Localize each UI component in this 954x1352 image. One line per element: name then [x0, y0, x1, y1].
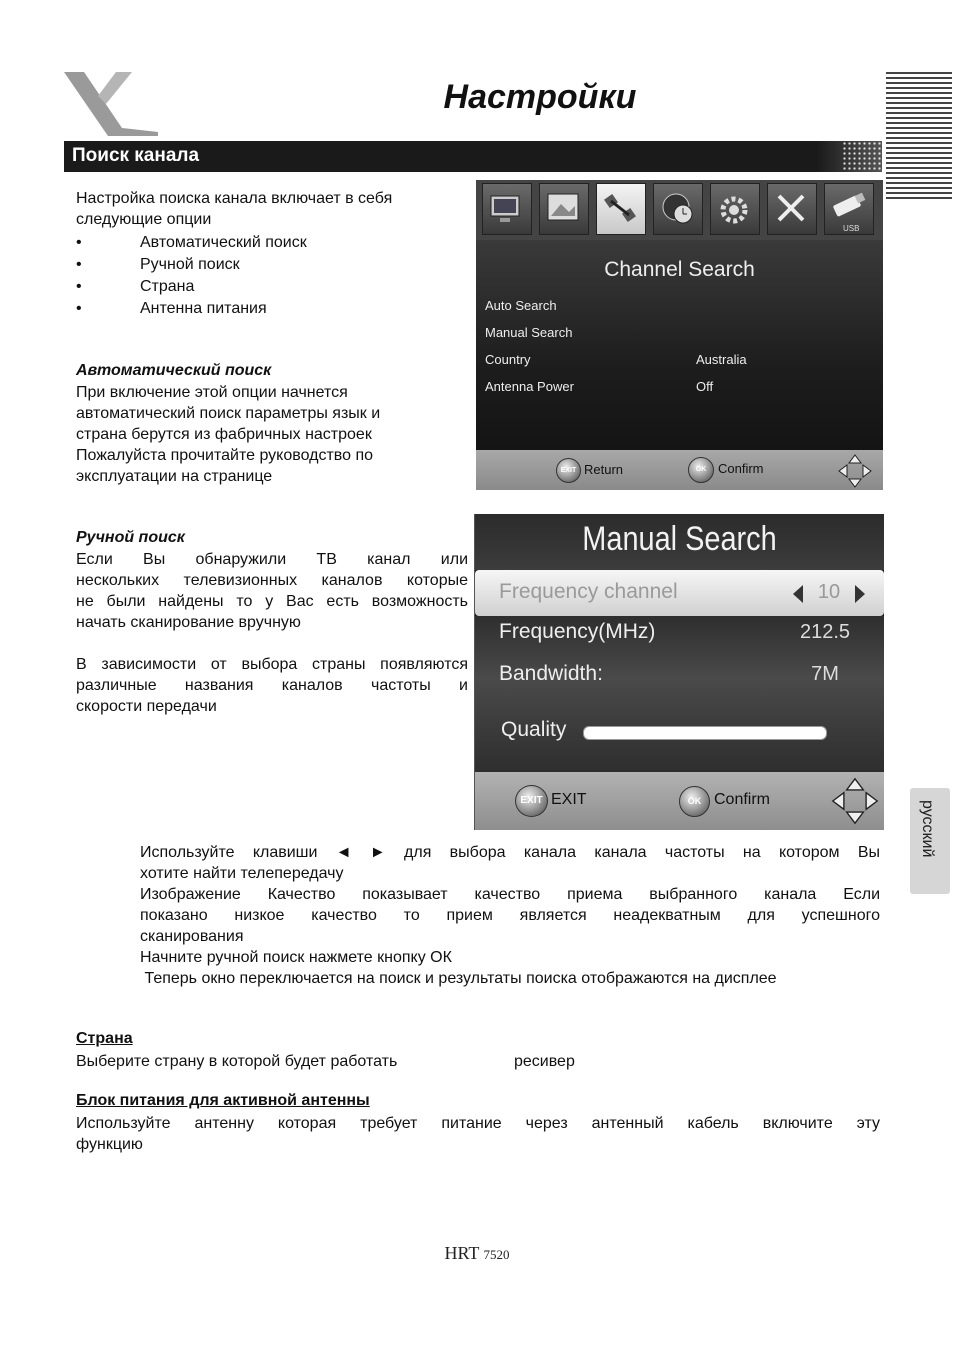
intro-text	[76, 188, 456, 230]
text-line: При включение этой опции начнется	[76, 384, 348, 401]
frequency-mhz-value: 212.5	[799, 621, 851, 643]
section-bar-dots	[842, 141, 882, 172]
frequency-channel-value: 10	[817, 581, 841, 603]
menu-item-auto-search[interactable]: Auto Search	[485, 298, 557, 313]
menu-item-country[interactable]: Country	[485, 352, 531, 367]
quality-bar	[583, 726, 827, 740]
text-line: Используйте антенну которая требует питание через антенный кабель включите эту	[76, 1115, 880, 1132]
bullet: •	[76, 278, 82, 295]
bandwidth-value: 7M	[811, 663, 839, 685]
channel-search-screenshot	[476, 180, 883, 490]
ok-button-icon[interactable]: OK	[688, 457, 714, 483]
language-side-tab	[910, 788, 950, 894]
screen-footer	[475, 772, 884, 830]
navigation-arrows-icon	[830, 776, 880, 826]
menu-icon-row	[476, 180, 883, 240]
text-line: различные названия каналов частоты и	[76, 677, 468, 694]
text-line: эксплуатации на странице	[76, 468, 273, 485]
footer-number: 7520	[483, 1247, 510, 1262]
page-title: Настройки	[443, 78, 637, 116]
text-line: Используйте клавиши ◄ ► для выбора канала канала частоты на котором Вы	[140, 844, 880, 861]
list-item-label: Ручной поиск	[140, 256, 240, 273]
options-list	[76, 232, 436, 320]
text-line: Если Вы обнаружили ТВ канал или	[76, 551, 468, 568]
text-line: В зависимости от выбора страны появляются	[76, 656, 468, 673]
text-line: не были найдены то у Вас есть возможность	[76, 593, 468, 610]
picture-icon	[539, 183, 589, 235]
language-label: русский	[919, 800, 936, 858]
frequency-mhz-label: Frequency(MHz)	[499, 620, 656, 643]
text-line: показано низкое качество то прием является неадекватным для успешного	[140, 907, 880, 924]
list-item	[76, 254, 436, 276]
right-arrow-icon[interactable]	[855, 585, 865, 603]
section-header-bar	[64, 141, 882, 172]
brand-logo	[62, 70, 162, 136]
list-item-label: Страна	[140, 278, 195, 295]
text-line: Начните ручной поиск нажмете кнопку ОК	[140, 949, 452, 966]
country-text: Выберите страну в которой будет работать	[76, 1053, 398, 1070]
confirm-label: Confirm	[718, 461, 764, 476]
manual-search-heading: Ручной поиск	[76, 529, 185, 546]
text-line: автоматический поиск параметры язык и	[76, 405, 381, 422]
country-heading: Страна	[76, 1030, 133, 1047]
auto-search-heading: Автоматический поиск	[76, 362, 272, 379]
text-line: Пожалуйста прочитайте руководство по	[76, 447, 373, 464]
exit-button-icon[interactable]: EXIT	[515, 785, 548, 817]
list-item-label: Автоматический поиск	[140, 234, 307, 251]
text-line: начать сканирование вручную	[76, 614, 301, 631]
bullet: •	[76, 234, 82, 251]
text-line: страна берутся из фабричных настроек	[76, 426, 372, 443]
antenna-power-value: Off	[696, 379, 714, 394]
text-line: скорости передачи	[76, 698, 217, 715]
country-text-end: ресивер	[514, 1053, 575, 1070]
quality-label: Quality	[501, 718, 567, 741]
bullet: •	[76, 256, 82, 273]
satellite-icon	[596, 183, 646, 235]
text-line: Изображение Качество показывает качество приема выбранного канала Если	[140, 886, 880, 903]
list-item	[76, 276, 436, 298]
usb-label: USB	[843, 224, 860, 233]
bullet: •	[76, 300, 82, 317]
decorative-stripes	[886, 72, 952, 200]
return-label: Return	[584, 462, 624, 477]
exit-label: EXIT	[551, 791, 587, 808]
antenna-heading: Блок питания для активной антенны	[76, 1092, 370, 1109]
text-line: Теперь окно переключается на поиск и результаты поиска отображаются на дисплее	[140, 970, 777, 987]
screen-title: Manual Search	[582, 520, 777, 558]
intro-line-1: Настройка поиска канала включает в себя	[76, 190, 393, 207]
quality-bar-fill	[584, 727, 826, 739]
section-title: Поиск канала	[72, 145, 200, 166]
manual-search-text	[76, 549, 468, 633]
manual-search-screenshot	[474, 514, 884, 830]
manual-search-text-2	[76, 654, 468, 717]
text-line: сканирования	[140, 928, 244, 945]
screen-title: Channel Search	[604, 258, 755, 281]
intro-line-2: следующие опции	[76, 211, 212, 228]
ok-button-icon[interactable]: OK	[679, 786, 710, 817]
usb-icon	[824, 183, 874, 235]
navigation-arrows-icon	[837, 453, 873, 489]
antenna-text	[76, 1113, 880, 1155]
list-item	[76, 298, 436, 320]
instructions-text	[140, 842, 880, 989]
menu-item-manual-search[interactable]: Manual Search	[485, 325, 573, 340]
frequency-channel-label[interactable]: Frequency channel	[499, 580, 678, 603]
confirm-label: Confirm	[714, 791, 771, 808]
text-line: функцию	[76, 1136, 143, 1153]
exit-button-icon[interactable]: EXIT	[556, 458, 581, 483]
country-value: Australia	[696, 352, 747, 367]
tv-icon	[482, 183, 532, 235]
settings-gear-icon	[710, 183, 760, 235]
page-footer	[0, 1243, 954, 1264]
clock-globe-icon	[653, 183, 703, 235]
tools-icon	[767, 183, 817, 235]
list-item-label: Антенна питания	[140, 300, 267, 317]
list-item	[76, 232, 436, 254]
menu-item-antenna-power[interactable]: Antenna Power	[485, 379, 574, 394]
screen-footer	[476, 450, 883, 490]
footer-model: HRT	[444, 1243, 480, 1263]
bandwidth-label: Bandwidth:	[499, 662, 603, 685]
auto-search-text	[76, 382, 468, 487]
text-line: хотите найти телепередачу	[140, 865, 344, 882]
text-line: нескольких телевизионных каналов которые	[76, 572, 468, 589]
